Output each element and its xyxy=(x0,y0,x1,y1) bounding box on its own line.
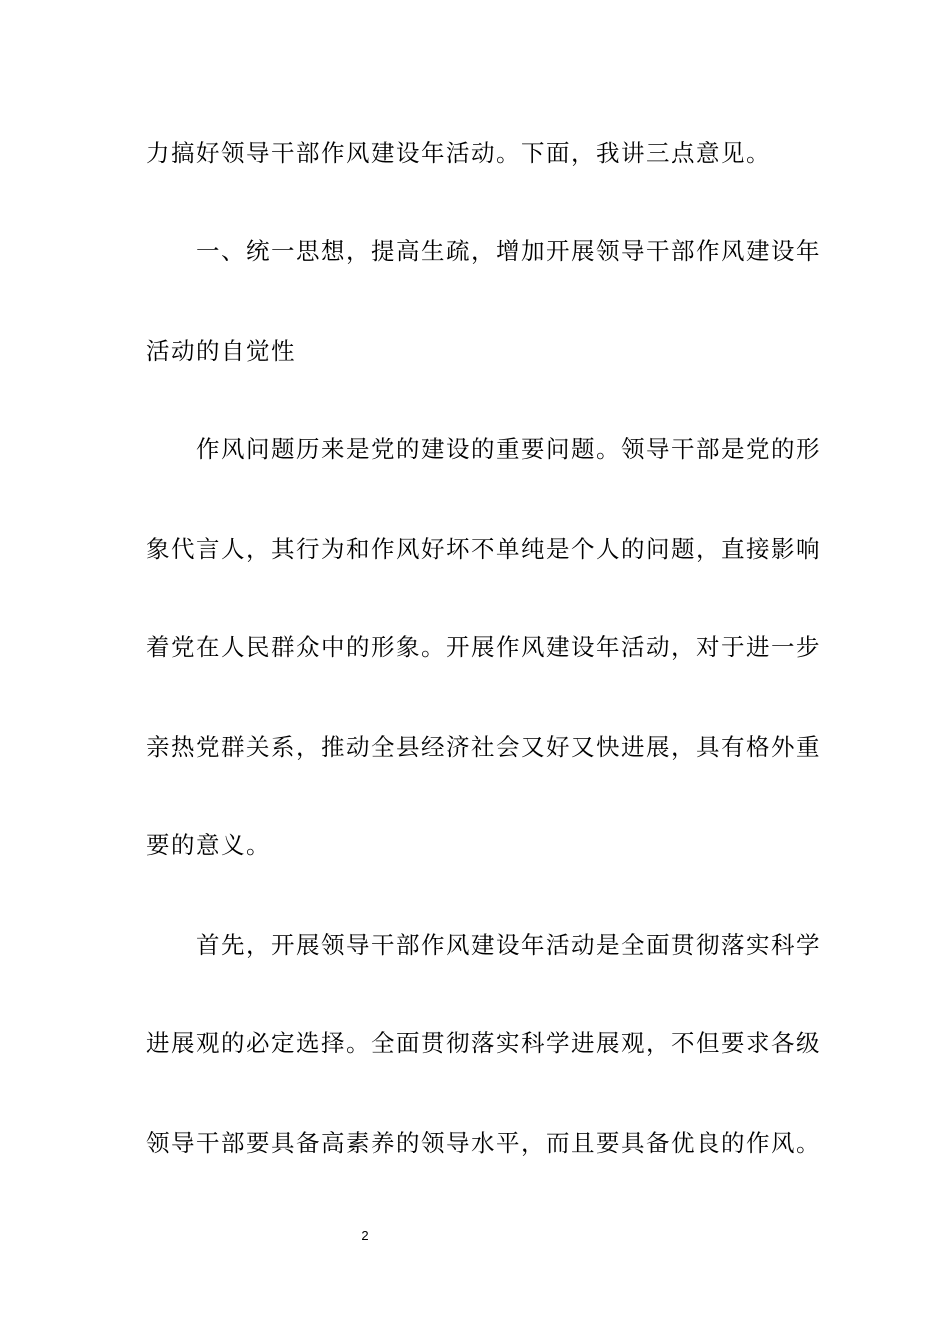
text-line-1: 力搞好领导干部作风建设年活动。下面，我讲三点意见。 xyxy=(146,139,771,167)
paragraph-1-line-5: 要的意义。 xyxy=(146,831,271,859)
paragraph-2-line-3: 领导干部要具备高素养的领导水平，而且要具备优良的作风。 xyxy=(146,1129,821,1157)
paragraph-1-line-2: 象代言人，其行为和作风好坏不单纯是个人的问题，直接影响 xyxy=(146,535,821,563)
section-heading-line-1: 一、统一思想，提高生疏，增加开展领导干部作风建设年 xyxy=(196,237,821,265)
paragraph-2-line-2: 进展观的必定选择。全面贯彻落实科学进展观，不但要求各级 xyxy=(146,1029,821,1057)
paragraph-2-line-1: 首先，开展领导干部作风建设年活动是全面贯彻落实科学 xyxy=(196,931,821,959)
paragraph-1-line-1: 作风问题历来是党的建设的重要问题。领导干部是党的形 xyxy=(196,435,821,463)
paragraph-1-line-4: 亲热党群关系，推动全县经济社会又好又快进展，具有格外重 xyxy=(146,733,821,761)
paragraph-1-line-3: 着党在人民群众中的形象。开展作风建设年活动，对于进一步 xyxy=(146,633,821,661)
page-number: 2 xyxy=(361,1228,369,1243)
section-heading-line-2: 活动的自觉性 xyxy=(146,337,296,365)
